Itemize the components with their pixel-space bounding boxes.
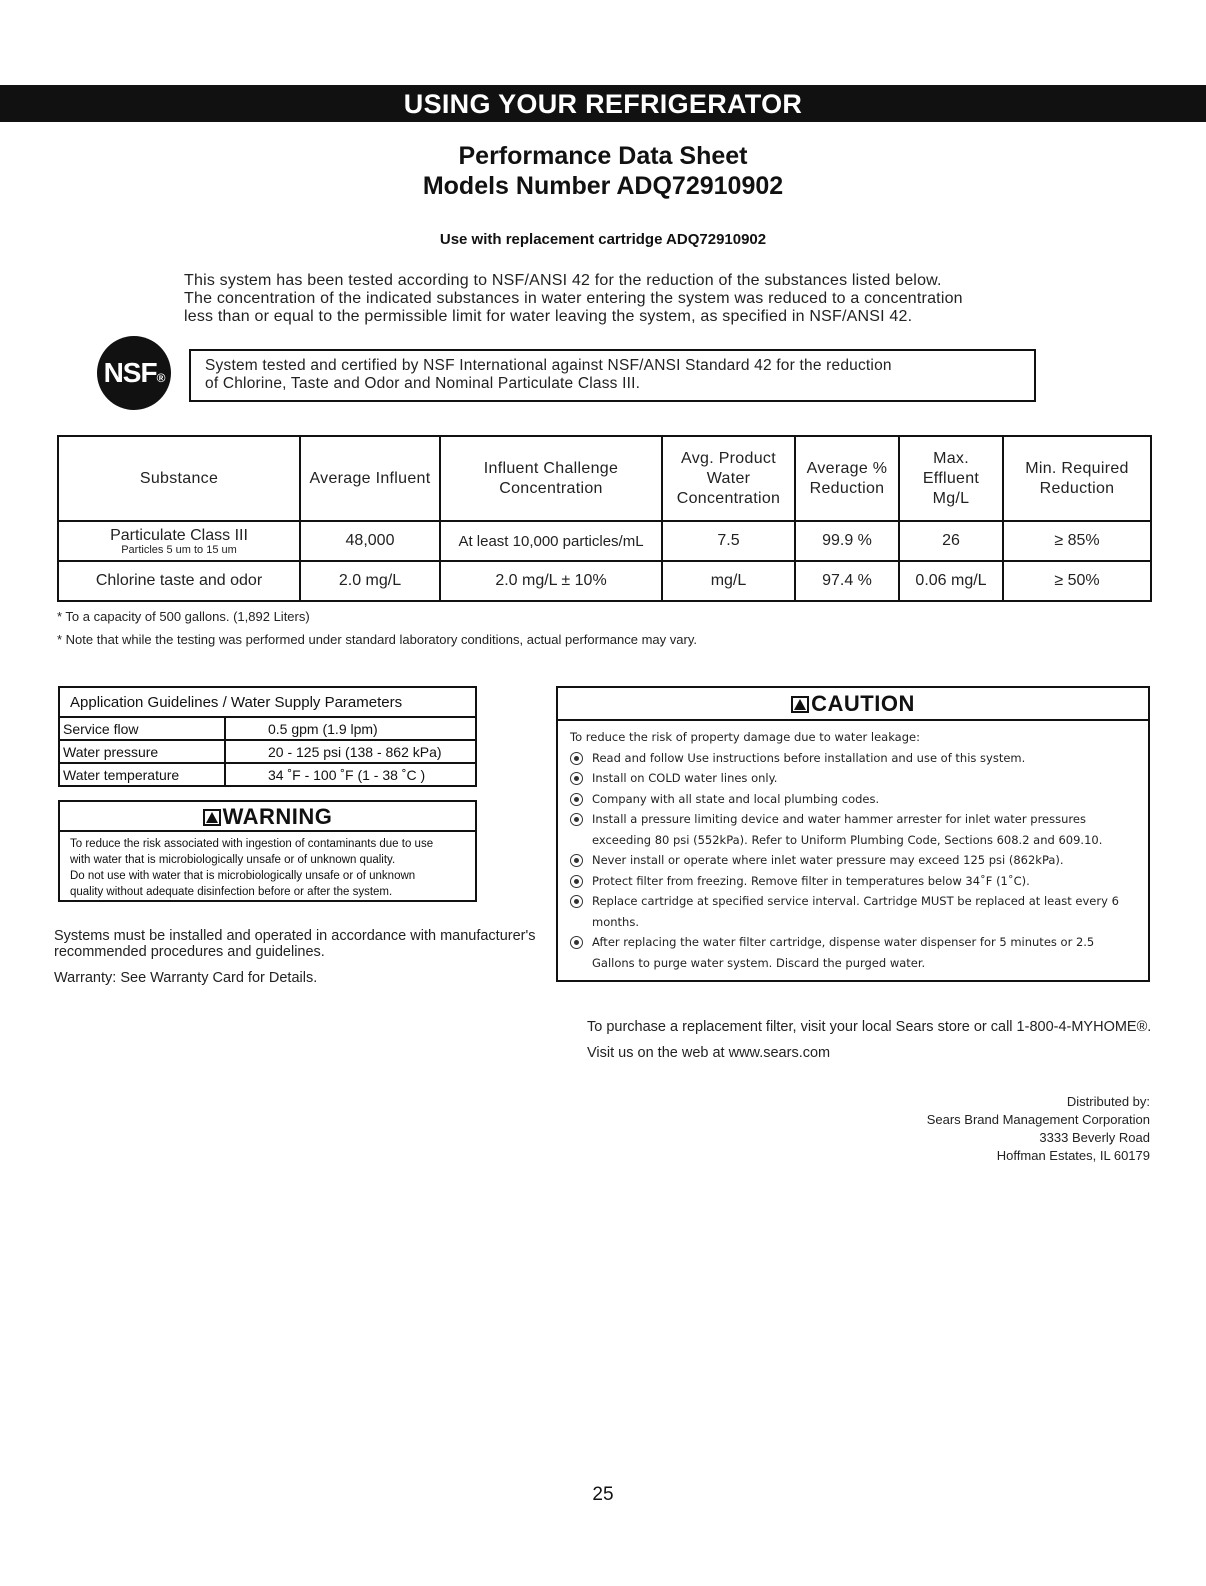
page-title: Performance Data Sheet <box>458 142 748 170</box>
influent-cell: 2.0 mg/L <box>300 561 440 601</box>
caution-body <box>558 721 1148 973</box>
caution-item-text: Protect filter from freezing. Remove filter in temperatures below 34˚F (1˚C). <box>592 873 1030 888</box>
influent-cell: 48,000 <box>300 521 440 561</box>
substance-cell <box>58 521 300 561</box>
purchase-info <box>587 1014 1151 1066</box>
param-key: Water pressure <box>60 740 225 763</box>
warning-line: Do not use with water that is microbiologically unsafe or of unknown <box>70 870 416 882</box>
distributor-block <box>850 1093 1150 1165</box>
header-cell: Average Influent <box>300 436 440 521</box>
warning-title-text: WARNING <box>222 804 333 829</box>
param-value: 34 ˚F - 100 ˚F (1 - 38 ˚C ) <box>225 763 475 785</box>
warning-line: To reduce the risk associated with ingestion of contaminants due to use <box>70 838 434 850</box>
substance-name: Particulate Class III <box>110 526 248 544</box>
distributor-city: Hoffman Estates, IL 60179 <box>996 1148 1150 1163</box>
param-value: 20 - 125 psi (138 - 862 kPa) <box>225 740 475 763</box>
intro-line: The concentration of the indicated substances in water entering the system was reduced to a concentration <box>184 290 963 307</box>
warning-text <box>60 832 475 904</box>
radio-bullet-icon <box>570 875 583 888</box>
reduction-cell: 99.9 % <box>795 521 899 561</box>
application-table <box>60 718 475 785</box>
table-row <box>60 763 475 785</box>
page-number: 25 <box>592 1484 614 1505</box>
certification-line: System tested and certified by NSF International against NSF/ANSI Standard 42 for the reduction <box>205 357 892 374</box>
radio-bullet-icon <box>570 752 583 765</box>
table-row <box>58 561 1151 601</box>
product-cell: 7.5 <box>662 521 795 561</box>
effluent-cell: 26 <box>899 521 1003 561</box>
caution-box <box>556 686 1150 982</box>
param-value: 0.5 gpm (1.9 lpm) <box>268 720 378 737</box>
required-cell: ≥ 50% <box>1003 561 1151 601</box>
radio-bullet-icon <box>570 854 583 867</box>
intro-line: This system has been tested according to NSF/ANSI 42 for the reduction of the substances listed below. <box>184 272 942 289</box>
list-item <box>570 789 1138 810</box>
header-cell: Avg. Product Water Concentration <box>662 436 795 521</box>
intro-paragraph <box>184 272 1144 326</box>
distributor-name: Sears Brand Management Corporation <box>926 1112 1150 1127</box>
footnote: * Note that while the testing was performed under standard laboratory conditions, actual performance may vary. <box>57 632 697 647</box>
list-item <box>570 891 1138 932</box>
certification-box <box>189 349 1036 402</box>
warning-line: quality without adequate disinfection before or after the system. <box>70 886 393 898</box>
caution-item-text: Read and follow Use instructions before installation and use of this system. <box>592 750 1026 765</box>
substance-cell: Chlorine taste and odor <box>58 561 300 601</box>
table-row <box>58 521 1151 561</box>
caution-title <box>558 688 1148 721</box>
website-line[interactable]: Visit us on the web at www.sears.com <box>587 1045 831 1061</box>
table-row <box>60 740 475 763</box>
radio-bullet-icon <box>570 895 583 908</box>
table-header-row <box>58 436 1151 521</box>
param-key: Service flow <box>60 718 225 740</box>
distributor-label: Distributed by: <box>1066 1094 1150 1109</box>
substance-note: Particles 5 um to 15 um <box>121 543 237 556</box>
product-cell: mg/L <box>662 561 795 601</box>
header-cell: Influent Challenge Concentration <box>440 436 662 521</box>
list-item <box>570 932 1138 973</box>
purchase-line: To purchase a replacement filter, visit your local Sears store or call 1-800-4-MYHOME®. <box>587 1019 1152 1035</box>
list-item <box>570 768 1138 789</box>
application-guidelines-title: Application Guidelines / Water Supply Parameters <box>60 688 475 718</box>
caution-title-text: CAUTION <box>811 691 915 716</box>
distributor-street: 3333 Beverly Road <box>1039 1130 1150 1145</box>
header-cell: Substance <box>58 436 300 521</box>
model-title: Models Number ADQ72910902 <box>422 172 784 200</box>
list-item <box>570 809 1138 850</box>
nsf-logo <box>97 336 171 410</box>
caution-item-text: Install on COLD water lines only. <box>592 771 778 785</box>
radio-bullet-icon <box>570 793 583 806</box>
header-cell: Max. Effluent Mg/L <box>899 436 1003 521</box>
warning-box <box>58 800 477 902</box>
radio-bullet-icon <box>570 936 583 949</box>
param-key: Water temperature <box>60 763 225 785</box>
warning-triangle-icon <box>203 809 221 826</box>
table-row <box>60 718 475 740</box>
radio-bullet-icon <box>570 772 583 785</box>
caution-item-text: Install a pressure limiting device and water hammer arrester for inlet water pressures exceeding 80 psi (552kPa). Refer to Uniform Plumbing Code, Sections 608.2 and 609.10. <box>592 812 1103 847</box>
effluent-cell: 0.06 mg/L <box>899 561 1003 601</box>
intro-line: less than or equal to the permissible limit for water leaving the system, as specified in NSF/ANSI 42. <box>184 308 913 325</box>
cartridge-subtitle: Use with replacement cartridge ADQ72910902 <box>439 231 767 248</box>
caution-intro: To reduce the risk of property damage due to water leakage: <box>570 730 920 744</box>
caution-triangle-icon <box>791 696 809 713</box>
nsf-reg-mark: ® <box>156 371 165 385</box>
warranty-note: Warranty: See Warranty Card for Details. <box>54 970 318 986</box>
install-note: Systems must be installed and operated in accordance with manufacturer's recommended procedures and guidelines. <box>54 928 536 960</box>
section-header: USING YOUR REFRIGERATOR <box>0 85 1206 122</box>
required-cell: ≥ 85% <box>1003 521 1151 561</box>
list-item <box>570 850 1138 871</box>
warning-line: with water that is microbiologically unsafe or of unknown quality. <box>70 854 396 866</box>
caution-item-text: After replacing the water filter cartridge, dispense water dispenser for 5 minutes or 2.5 Gallons to purge water system. Discard the purged water. <box>592 935 1095 970</box>
footnote: * To a capacity of 500 gallons. (1,892 Liters) <box>57 609 310 624</box>
warning-title <box>60 802 475 832</box>
challenge-cell: At least 10,000 particles/mL <box>440 521 662 561</box>
list-item <box>570 748 1138 769</box>
nsf-logo-text: NSF <box>103 357 157 388</box>
performance-table <box>57 435 1152 602</box>
challenge-cell: 2.0 mg/L ± 10% <box>440 561 662 601</box>
certification-line: of Chlorine, Taste and Odor and Nominal Particulate Class III. <box>205 375 641 392</box>
header-cell: Min. Required Reduction <box>1003 436 1151 521</box>
application-guidelines-box <box>58 686 477 787</box>
caution-item-text: Never install or operate where inlet water pressure may exceed 125 psi (862kPa). <box>592 853 1064 867</box>
header-cell: Average % Reduction <box>795 436 899 521</box>
caution-item-text: Replace cartridge at specified service interval. Cartridge MUST be replaced at least every 6 months. <box>592 894 1119 929</box>
radio-bullet-icon <box>570 813 583 826</box>
list-item <box>570 871 1138 892</box>
caution-item-text: Company with all state and local plumbing codes. <box>592 791 880 806</box>
caution-list <box>570 748 1138 974</box>
reduction-cell: 97.4 % <box>795 561 899 601</box>
